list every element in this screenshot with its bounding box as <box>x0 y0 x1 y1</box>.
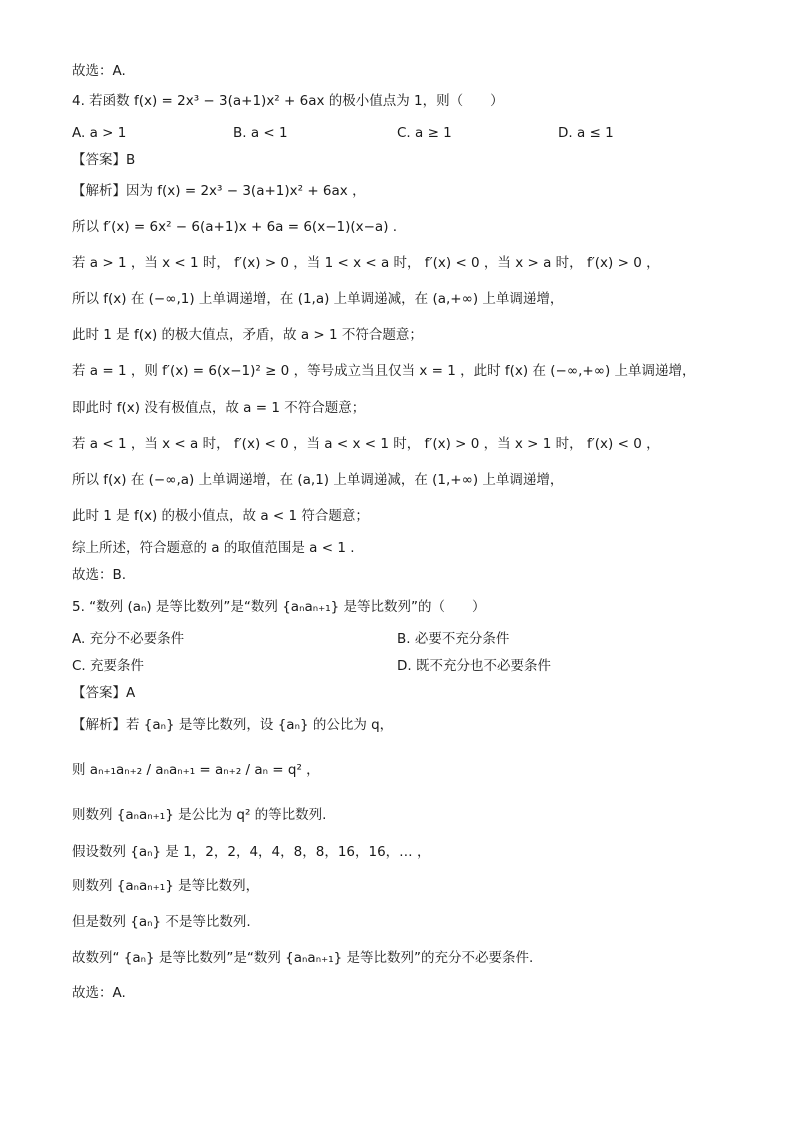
q4-solution-line: 【解析】因为 f(x) = 2x³ − 3(a+1)x² + 6ax ， <box>72 183 366 199</box>
q5-solution-line: 则数列 {aₙaₙ₊₁} 是等比数列， <box>72 878 260 894</box>
q4-solution-line: 若 a = 1 ，则 f′(x) = 6(x−1)² ≥ 0 ，等号成立当且仅当 x = 1 ，此时 f(x) 在 (−∞,+∞) 上单调递增， <box>72 363 696 379</box>
q5-solution-line: 【解析】若 {aₙ} 是等比数列，设 {aₙ} 的公比为 q， <box>72 717 394 733</box>
answer-choice-prev: 故选：A. <box>72 63 126 79</box>
q4-option-a: A. a > 1 <box>72 125 127 141</box>
q4-solution-line: 所以 f(x) 在 (−∞,1) 上单调递增，在 (1,a) 上单调递减，在 (a,+∞) 上单调递增， <box>72 291 564 307</box>
q5-option-c: C. 充要条件 <box>72 658 145 674</box>
question-4-stem: 4. 若函数 f(x) = 2x³ − 3(a+1)x² + 6ax 的极小值点为 1，则（ ） <box>72 93 504 109</box>
q4-solution-line: 所以 f(x) 在 (−∞,a) 上单调递增，在 (a,1) 上单调递减，在 (1,+∞) 上单调递增， <box>72 472 564 488</box>
q5-solution-line: 故数列“ {aₙ} 是等比数列”是“数列 {aₙaₙ₊₁} 是等比数列”的充分不必要条件. <box>72 950 534 966</box>
q4-solution-line: 此时 1 是 f(x) 的极小值点，故 a < 1 符合题意； <box>72 508 369 524</box>
q4-option-c: C. a ≥ 1 <box>397 125 452 141</box>
q4-option-d: D. a ≤ 1 <box>558 125 614 141</box>
q5-option-a: A. 充分不必要条件 <box>72 631 185 647</box>
q5-solution-fraction-line: 则 aₙ₊₁aₙ₊₂ / aₙaₙ₊₁ = aₙ₊₂ / aₙ = q² ， <box>72 762 320 778</box>
q5-solution-line: 但是数列 {aₙ} 不是等比数列. <box>72 914 251 930</box>
q4-final-choice: 故选：B. <box>72 567 127 583</box>
q4-answer: 【答案】B <box>72 152 136 168</box>
q4-solution-line: 此时 1 是 f(x) 的极大值点，矛盾，故 a > 1 不符合题意； <box>72 327 423 343</box>
q4-solution-line: 所以 f′(x) = 6x² − 6(a+1)x + 6a = 6(x−1)(x−a) . <box>72 219 398 235</box>
q5-final-choice: 故选：A. <box>72 985 126 1001</box>
q4-solution-line: 综上所述，符合题意的 a 的取值范围是 a < 1 . <box>72 540 355 556</box>
q4-solution-line: 即此时 f(x) 没有极值点，故 a = 1 不符合题意； <box>72 400 366 416</box>
q4-solution-line: 若 a > 1 ，当 x < 1 时， f′(x) > 0 ，当 1 < x < a 时， f′(x) < 0 ，当 x > a 时， f′(x) > 0 ， <box>72 255 660 271</box>
q4-solution-line: 若 a < 1 ，当 x < a 时， f′(x) < 0 ，当 a < x < 1 时， f′(x) > 0 ，当 x > 1 时， f′(x) < 0 ， <box>72 436 660 452</box>
q5-answer: 【答案】A <box>72 685 136 701</box>
q5-solution-line: 假设数列 {aₙ} 是 1，2，2，4，4，8，8，16，16，… ， <box>72 844 431 860</box>
q5-option-b: B. 必要不充分条件 <box>397 631 510 647</box>
q5-option-d: D. 既不充分也不必要条件 <box>397 658 551 674</box>
q4-option-b: B. a < 1 <box>233 125 288 141</box>
q5-solution-line: 则数列 {aₙaₙ₊₁} 是公比为 q² 的等比数列. <box>72 807 327 823</box>
question-5-stem: 5. “数列 (aₙ) 是等比数列”是“数列 {aₙaₙ₊₁} 是等比数列”的（ ） <box>72 599 486 615</box>
